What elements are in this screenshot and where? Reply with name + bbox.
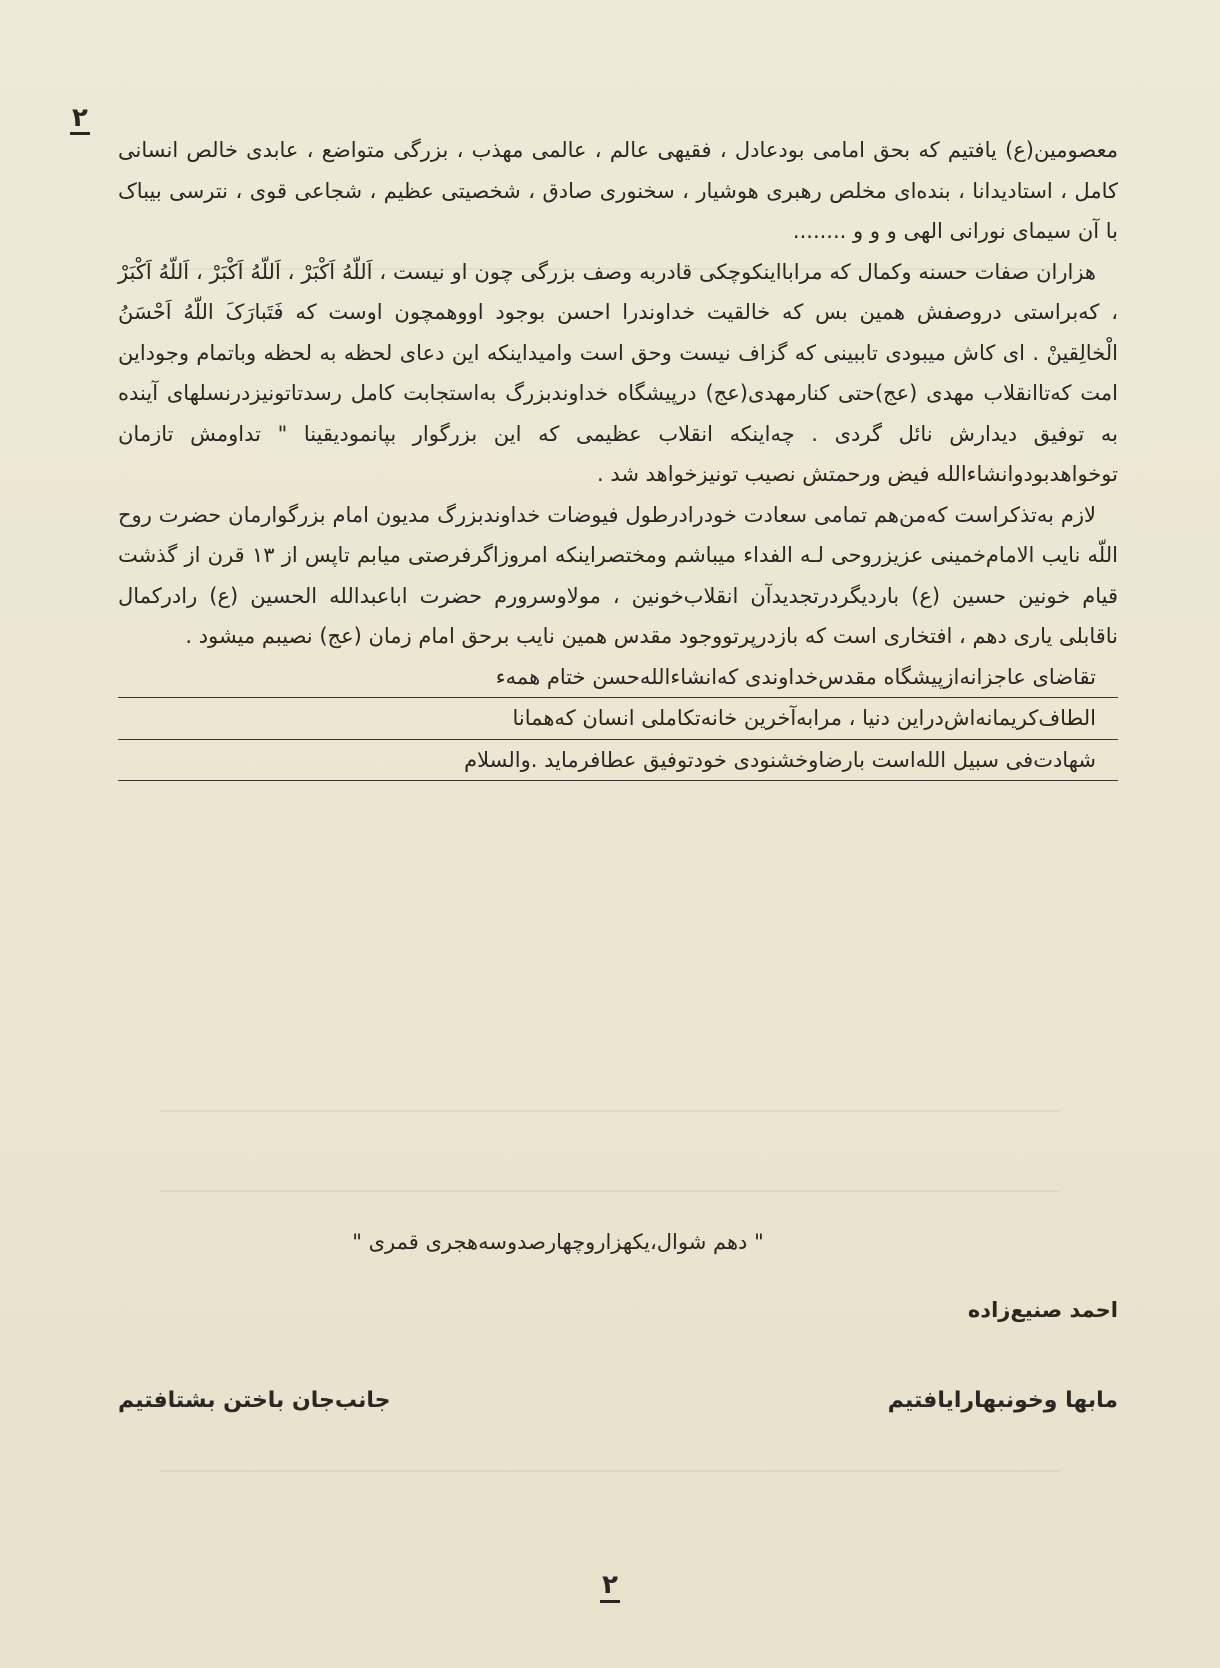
underlined-line-3: شهادت‌فی سبیل الله‌است بارضاوخشنودی خودتوفیق عطافرماید .والسلام — [118, 740, 1118, 782]
footer-page-number: ۲ — [0, 1570, 1220, 1600]
corner-page-number: ۲ — [72, 103, 88, 133]
bleed-through-line — [160, 1190, 1060, 1192]
underlined-line-2: الطاف‌کریمانه‌اش‌دراین دنیا ، مرابه‌آخرین خانه‌تکاملی انسان که‌همانا — [118, 698, 1118, 740]
paragraph-4 — [118, 657, 1118, 782]
underlined-line-1: تقاضای عاجزانه‌ازپیشگاه مقدس‌خداوندی که‌انشاءالله‌حسن ختام همه‌ء — [118, 657, 1118, 699]
author-name: احمد صنیع‌زاده — [967, 1298, 1118, 1322]
bleed-through-line — [160, 1110, 1060, 1112]
bleed-through-line — [160, 1470, 1060, 1472]
paragraph-1: معصومین(ع) یافتیم که بحق امامی بودعادل ، فقیهی عالم ، عالمی مهذب ، بزرگی متواضع ، عابدی خالص انسانی کامل ، استادیدانا ، بنده‌ای مخلص رهبری هوشیار ، سخنوری صادق ، شخصیتی عظیم ، شجاعی قوی ، نترسی بیباک با آن سیمای نورانی الهی و و و ........ — [118, 138, 1118, 243]
verse-right-hemistich: مابها وخونبهارایافتیم — [887, 1388, 1118, 1413]
paragraph-2: هزاران صفات حسنه وکمال که مرابااینکوچکی قادربه وصف بزرگی چون او نیست ، اَللّهُ اَکْبَرْ ، اَللّهُ اَکْبَرْ ، اَللّهُ اَکْبَرْ ، که‌براستی دروصفش همین بس که خالقیت خداوندرا احسن بوجود اووهمچون اوست که فَتَبارَکَ اللّهُ اَحْسَنُ الْخالِقینْ . ای کاش میبودی تاببینی که گزاف نیست وحق است وامیداینکه این دعای لحظه به لحظه وباتمام وجوداین امت که‌تاانقلاب مهدی (عج)حتی کنارمهدی(عج) درپیشگاه خداوندبزرگ به‌استجابت کامل رسدتاتونیزدرنسلهای آینده به توفیق دیدارش نائل گردی . چه‌اینکه انقلاب عظیمی که این بزرگوار بپانمودیقینا " تداومش تازمان توخواهدبودوانشاءالله فیض ورحمتش نصیب تونیزخواهد شد . — [118, 259, 1118, 486]
date-line: " دهم شوال،یکهزاروچهارصدوسه‌هجری قمری " — [352, 1230, 764, 1254]
closing-verse — [118, 1388, 1118, 1413]
paragraph-3: لازم به‌تذکراست که‌من‌هم تمامی سعادت خودرادرطول فیوضات خداوندبزرگ مدیون امام بزرگوارمان حضرت روح اللّه نایب الامام‌خمینی عزیزروحی لـه الفداء میباشم ومختصراینکه امروزاگرفرصتی میابم تاپس از ۱۳ قرن از گذشت قیام خونین حسین (ع) باردیگردرتجدیدآن انقلاب‌خونین ، مولاوسرورم حضرت اباعبدالله الحسین (ع) رادرکمال ناقابلی یاری دهم ، افتخاری است که بازدرپرتووجود مقدس همین نایب برحق امام زمان (عج) نصیبم میشود . — [118, 502, 1118, 648]
verse-left-hemistich: جانب‌جان باختن بشتافتیم — [118, 1388, 391, 1413]
letter-body — [118, 130, 1118, 781]
